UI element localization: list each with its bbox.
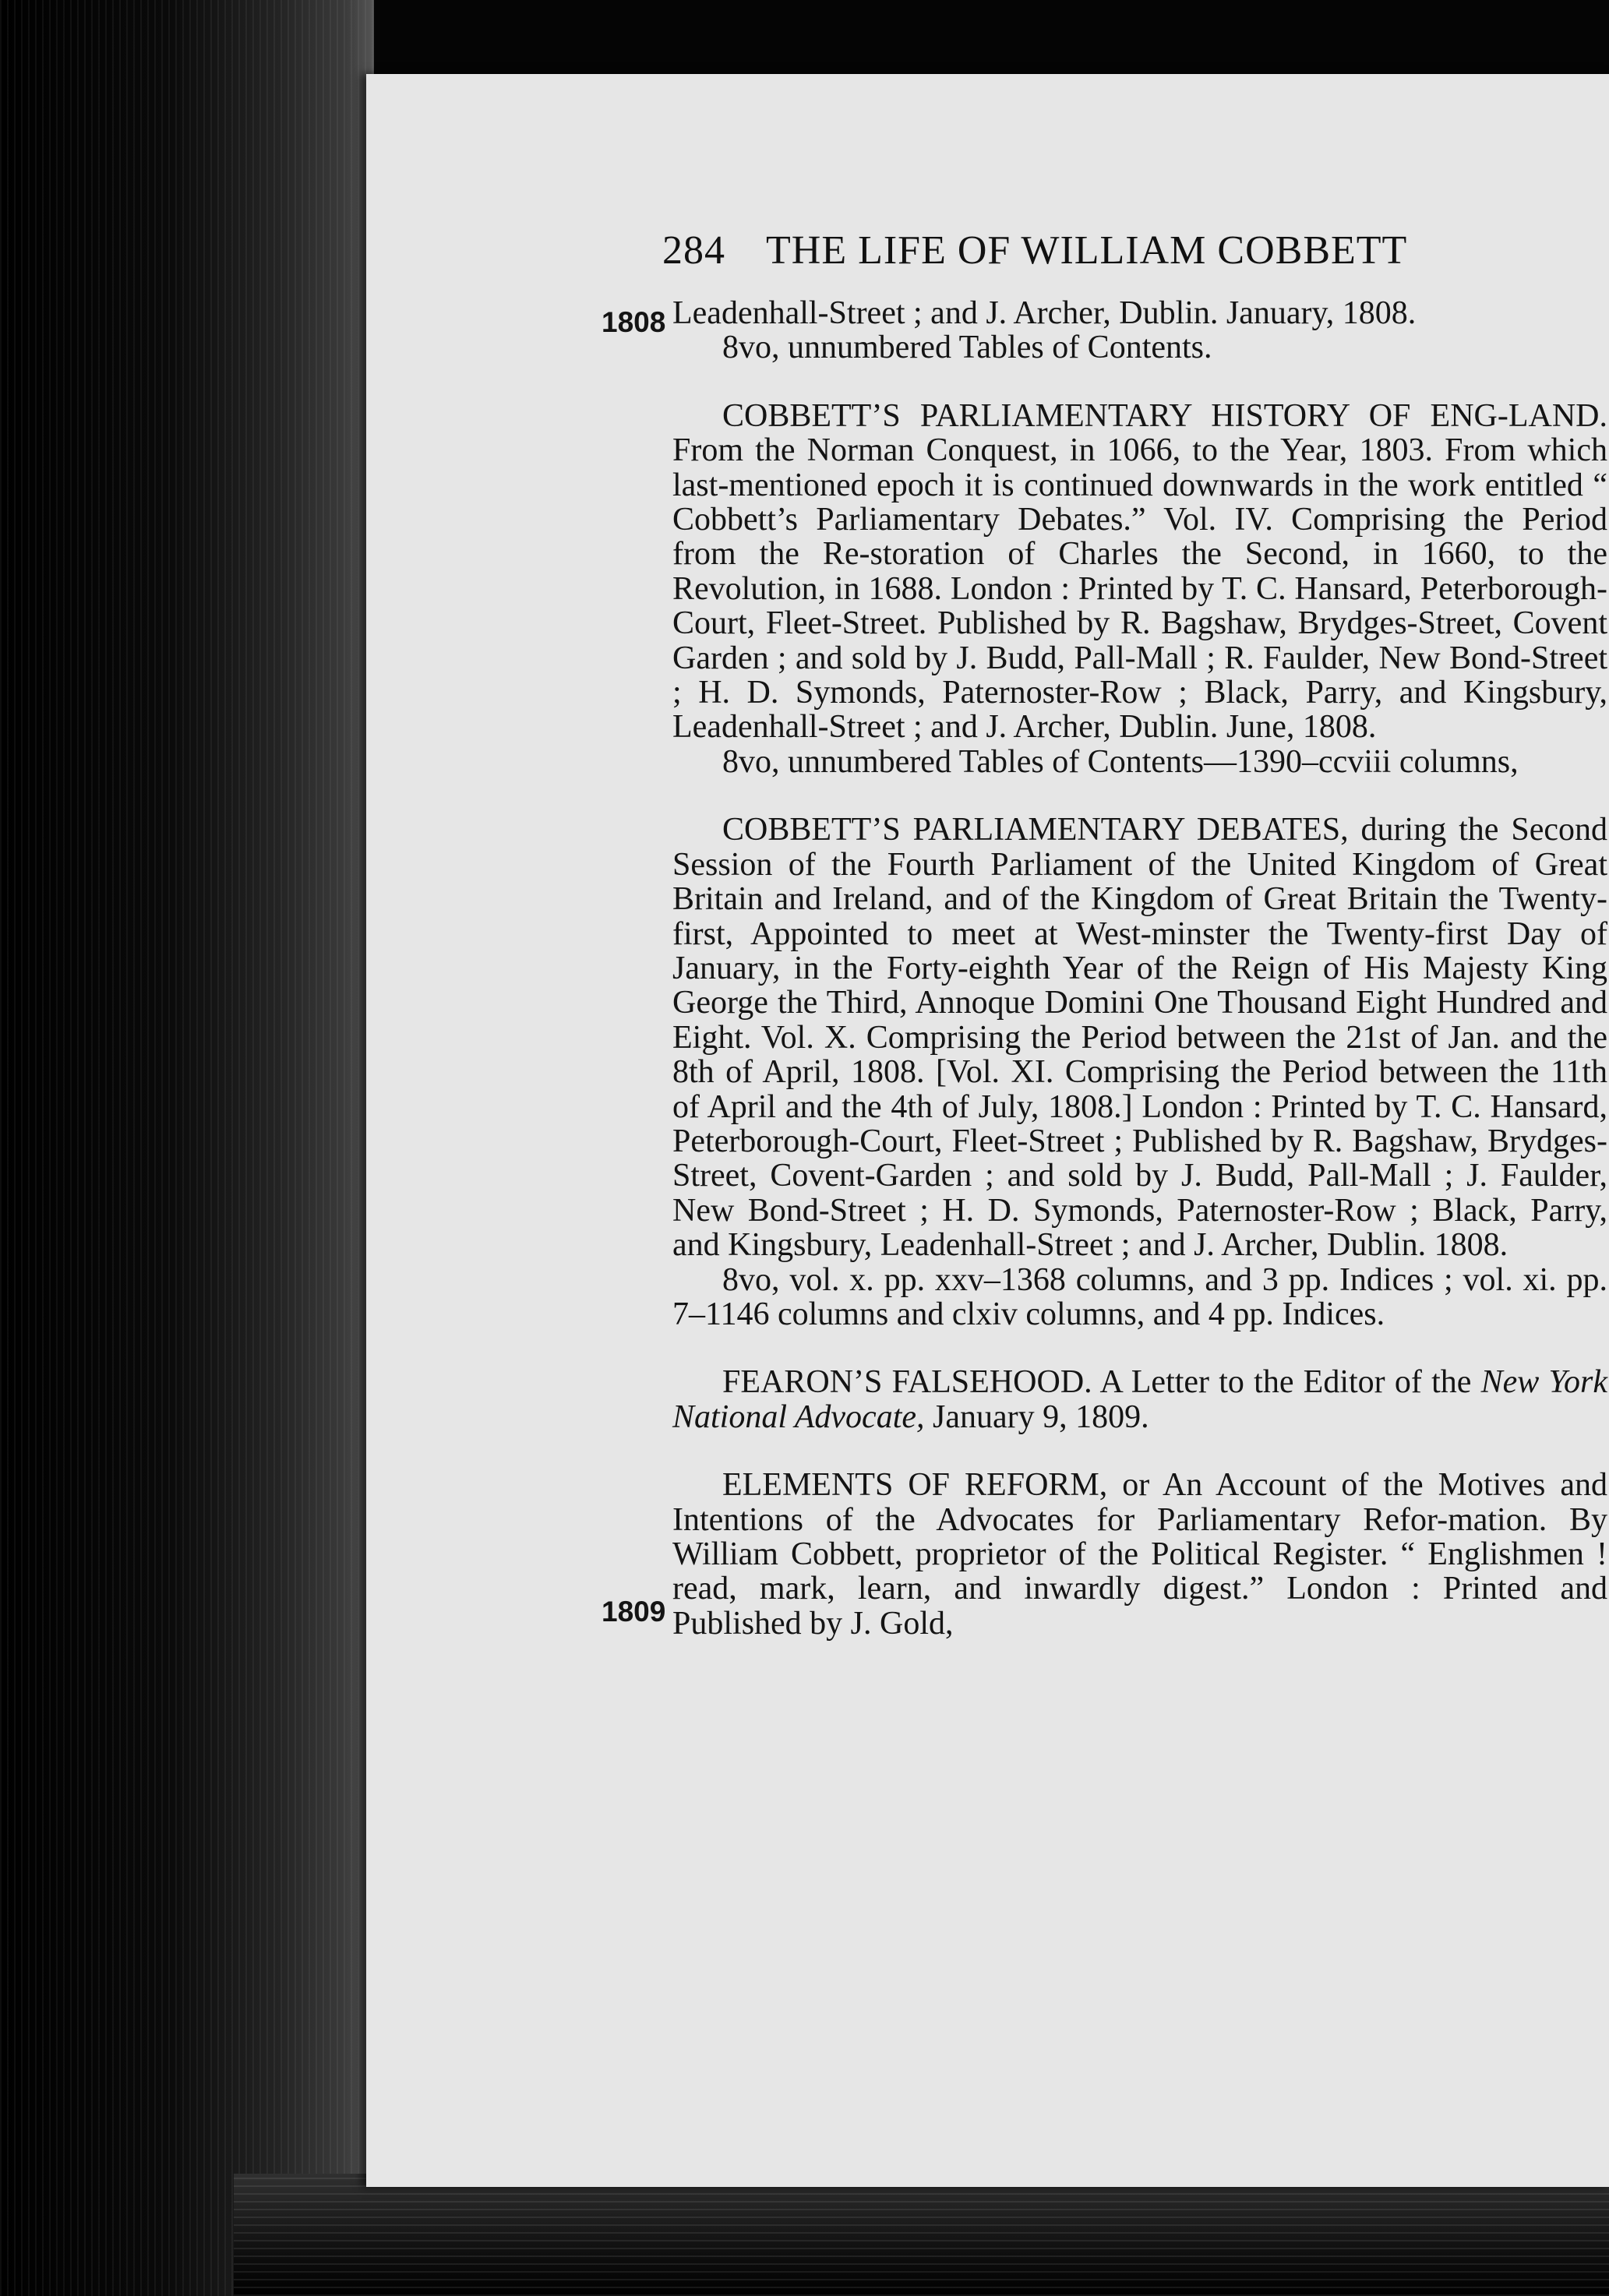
entry-continued [672,296,1607,365]
book-binding-edges [0,0,374,2296]
entry-body [672,1365,1607,1434]
margin-year-1809: 1809 [602,1596,666,1628]
newspaper-title: New York National Advocate, [672,1364,1607,1435]
page-number: 284 [662,228,725,273]
running-header [662,227,1407,273]
entry-description: 8vo, unnumbered Tables of Contents. [722,330,1212,366]
entry-elements-of-reform [672,1468,1607,1641]
margin-year-1808: 1808 [602,306,666,338]
entry-description: 8vo, vol. x. pp. xxv–1368 columns, and 3 pp. Indices ; vol. xi. pp. 7–1146 columns and clxiv columns, and 4 pp. Indices. [672,1261,1607,1332]
entry-fearons-falsehood [672,1365,1607,1434]
running-head-title: THE LIFE OF WILLIAM COBBETT [766,228,1408,273]
book-bottom-edges [234,2174,1609,2296]
page-body [672,296,1607,1641]
entry-body: COBBETT’S PARLIAMENTARY HISTORY OF ENG-LAND. From the Norman Conquest, in 1066, to the Year, 1803. From which last-mentioned epoch it is continued downwards in the work entitled “ Cobbett’s Parliamentary Debates.” Vol. IV. Comprising the Period from the Re-storation of Charles the Second, in 1660, to the Revolution, in 1688. London : Printed by T. C. Hansard, Peterborough-Court, Fleet-Street. Published by R. Bagshaw, Brydges-Street, Covent Garden ; and sold by J. Budd, Pall-Mall ; R. Faulder, New Bond-Street ; H. D. Symonds, Paternoster-Row ; Black, Parry, and Kingsbury, Leadenhall-Street ; and J. Archer, Dublin. June, 1808. [672,397,1607,746]
entry-parliamentary-history [672,399,1607,779]
entry-body: Leadenhall-Street ; and J. Archer, Dublin. January, 1808. [672,295,1417,331]
entry-body: COBBETT’S PARLIAMENTARY DEBATES, during the Second Session of the Fourth Parliament of the United Kingdom of Great Britain and Ireland, and of the Kingdom of Great Britain the Twenty-first, Appointed to meet at West-minster the Twenty-first Day of January, in the Forty-eighth Year of the Reign of His Majesty King George the Third, Annoque Domini One Thousand Eight Hundred and Eight. Vol. X. Comprising the Period between the 21st of Jan. and the 8th of April, 1808. [Vol. XI. Comprising the Period between the 11th of April and the 4th of July, 1808.] London : Printed by T. C. Hansard, Peterborough-Court, Fleet-Street ; Published by R. Bagshaw, Brydges-Street, Covent-Garden ; and sold by J. Budd, Pall-Mall ; J. Faulder, New Bond-Street ; H. D. Symonds, Paternoster-Row ; Black, Parry, and Kingsbury, Leadenhall-Street ; and J. Archer, Dublin. 1808. [672,812,1607,1264]
entry-body-date: January 9, 1809. [924,1398,1149,1435]
entry-description: 8vo, unnumbered Tables of Contents—1390–ccviii columns, [722,743,1519,780]
entry-body: ELEMENTS OF REFORM, or An Account of the Motives and Intentions of the Advocates for Parliamentary Refor-mation. By William Cobbett, proprietor of the Political Register. “ Englishmen ! read, mark, learn, and inwardly digest.” London : Printed and Published by J. Gold, [672,1467,1607,1642]
entry-body-text: FEARON’S FALSEHOOD. A Letter to the Editor of the [722,1364,1481,1401]
entry-parliamentary-debates [672,813,1607,1331]
